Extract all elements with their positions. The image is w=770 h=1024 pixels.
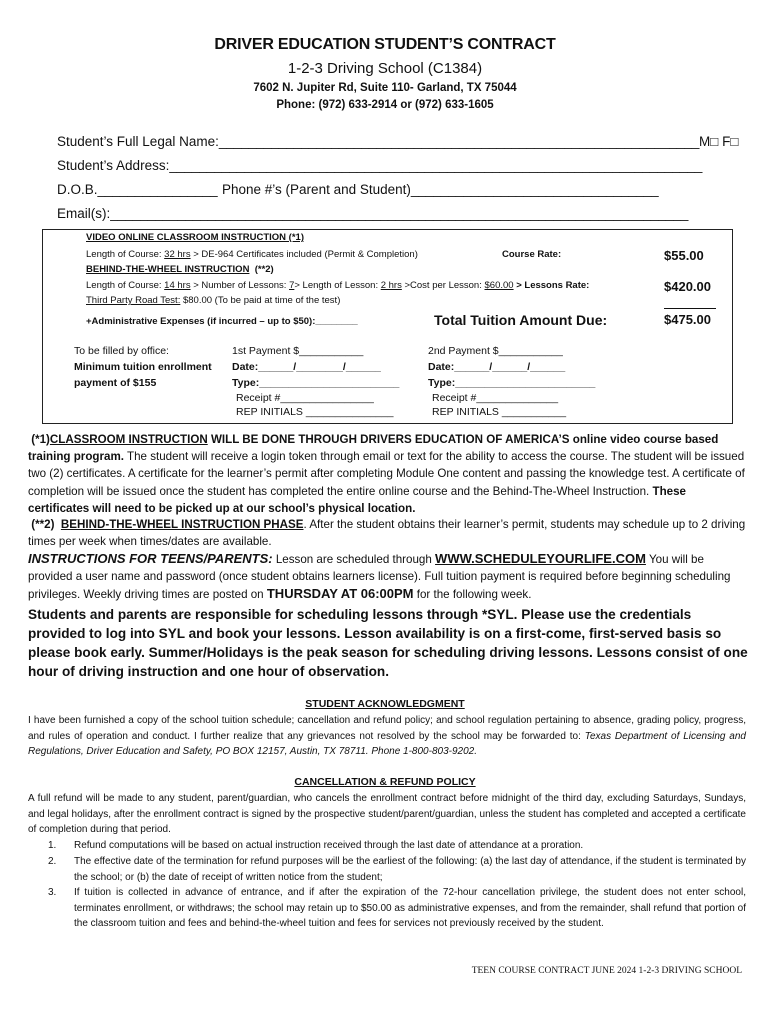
payment2-receipt[interactable]: Receipt #______________ [432,392,559,404]
phone-label: Phone #’s (Parent and Student) [222,182,411,197]
scheduling-website-link[interactable]: WWW.SCHEDULEYOURLIFE.COM [435,551,646,566]
course-rate-value: $55.00 [664,248,704,263]
gender-field[interactable] [699,134,739,149]
btw-phase-paragraph: (**2) BEHIND-THE-WHEEL INSTRUCTION PHASE. After the student obtains their learner’s permit, students may schedule up to 2 driving times per week when times/dates are available. [28,518,746,549]
footer-text: TEEN COURSE CONTRACT JUNE 2024 1-2-3 DRIVING SCHOOL [471,966,742,976]
lessons-rate-value: $420.00 [664,279,711,294]
payment2-initials[interactable]: REP INITIALS ___________ [432,406,567,418]
minimum-payment-label: payment of $155 [74,377,157,389]
acknowledgment-title: STUDENT ACKNOWLEDGMENT [305,698,465,710]
email-label: Email(s): [57,206,111,221]
total-label: Total Tuition Amount Due: [434,312,608,328]
document-title: DRIVER EDUCATION STUDENT’S CONTRACT [214,36,556,53]
road-test-line: Third Party Road Test: $80.00 (To be paid at time of the test) [86,295,341,306]
btw-details: Length of Course: 14 hrs > Number of Lessons: 7> Length of Lesson: 2 hrs >Cost per Lesson: $60.00 > Lessons Rate: [86,280,590,291]
course-rate-label: Course Rate: [502,249,562,260]
payment1-amount[interactable]: 1st Payment $___________ [232,345,364,357]
phone-field[interactable]: Phone #’s (Parent and Student)_________________________________ [222,182,659,197]
payment1-initials[interactable]: REP INITIALS _______________ [236,406,394,418]
video-course-details: Length of Course: 32 hrs > DE-964 Certificates included (Permit & Completion) [86,249,418,260]
instructions-paragraph: INSTRUCTIONS FOR TEENS/PARENTS: Lesson are scheduled through WWW.SCHEDULEYOURLIFE.COM You will be provided a user name and password (once student obtains learners license). Full tuition payment is required before beginning scheduling privileges. Weekly driving times are posted on THURSDAY AT 06:00PM for the following week. [28,551,731,602]
video-course-heading: VIDEO ONLINE CLASSROOM INSTRUCTION (*1) [86,232,304,243]
btw-heading: BEHIND-THE-WHEEL INSTRUCTION (**2) [86,264,274,275]
sum-rule [664,308,716,309]
payment2-type[interactable]: Type:________________________ [428,377,596,389]
refund-item: 2. The effective date of the termination for refund purposes will be the earliest of the following: (a) the last day of attendance, if the student is terminated by the school; or (b) the date of receipt of written notice from the student; [48,856,746,883]
refund-item: 3. If tuition is collected in advance of entrance, and if after the expiration of the 72-hour cancellation privilege, the student does not enter school, terminates enrollment, or withdraws; the school may retain up to $50.00 as administrative expenses, and from the remainder, shall refund that portion of the classroom tuition and fees and behind-the-wheel tuition and fees for services not previously received by the student. [48,887,746,930]
dob-field[interactable]: D.O.B.________________ [57,182,218,197]
school-name: 1-2-3 Driving School (C1384) [287,60,483,77]
name-field[interactable]: Student’s Full Legal Name:________________________________________________________________ [57,134,700,149]
email-field[interactable]: Email(s):_____________________________________________________________________________ [57,206,689,221]
payment1-receipt[interactable]: Receipt #________________ [236,392,374,404]
payment2-amount[interactable]: 2nd Payment $___________ [428,345,563,357]
admin-expenses[interactable]: +Administrative Expenses (if incurred – up to $50):________ [86,316,358,327]
acknowledgment-text: I have been furnished a copy of the school tuition schedule; cancellation and refund policy; and school regulation pertaining to absence, grading policy, progress, and rules of operation and conduct. I further realize that any grievances not resolved by the school may be forwarded to: Texas Department of Licensing and Regulations, Driver Education and Safety, PO BOX 12157, Austin, TX 78711. Phone 1-800-803-9202. [28,715,746,758]
dob-label: D.O.B. [57,182,98,197]
refund-intro: A full refund will be made to any student, parent/guardian, who cancels the enrollment contract before midnight of the third day, excluding Saturdays, Sundays, and legal holidays, after the enrollment contract is signed by the prospective student/parent/guardian, unless the student has completed and accepted a certificate of completion during that period. [28,793,746,836]
payment1-type[interactable]: Type:________________________ [232,377,400,389]
school-phone: Phone: (972) 633-2914 or (972) 633-1605 [276,99,494,111]
female-checkbox[interactable]: F□ [722,134,739,149]
office-label: To be filled by office: [74,345,169,357]
responsibility-paragraph: Students and parents are responsible for scheduling lessons through *SYL. Please use the credentials provided to log into SYL and book your lessons. Lesson availability is on a first-come, first-served basis so please book early. Summer/Holidays is the peak season for scheduling driving lessons. Lessons consist of one hour of driving instruction and one hour of observation. [28,607,748,679]
name-label: Student’s Full Legal Name: [57,134,219,149]
total-value: $475.00 [664,312,711,327]
payment2-date[interactable]: Date:______/______/______ [428,361,566,373]
male-checkbox[interactable]: M□ [699,134,719,149]
minimum-enrollment-label: Minimum tuition enrollment [74,361,212,373]
classroom-paragraph: (*1)CLASSROOM INSTRUCTION WILL BE DONE THROUGH DRIVERS EDUCATION OF AMERICA’S online video course based training program. The student will receive a login token through email or text for the ability to access the course. The student will be issued two (2) certificates. A certificate for the learner’s permit after completing Module One content and passing the knowledge test. A certificate of completion will be issued once the student has completed the entire online course and the Behind-The-Wheel Instruction. These certificates will need to be picked up at our school’s physical location. [28,433,745,515]
refund-policy-title: CANCELLATION & REFUND POLICY [294,776,476,788]
address-field[interactable]: Student’s Address:_______________________________________________________________________ [57,158,703,173]
payment1-date[interactable]: Date:______/________/______ [232,361,381,373]
address-label: Student’s Address: [57,158,170,173]
school-address: 7602 N. Jupiter Rd, Suite 110- Garland, TX 75044 [253,82,517,94]
